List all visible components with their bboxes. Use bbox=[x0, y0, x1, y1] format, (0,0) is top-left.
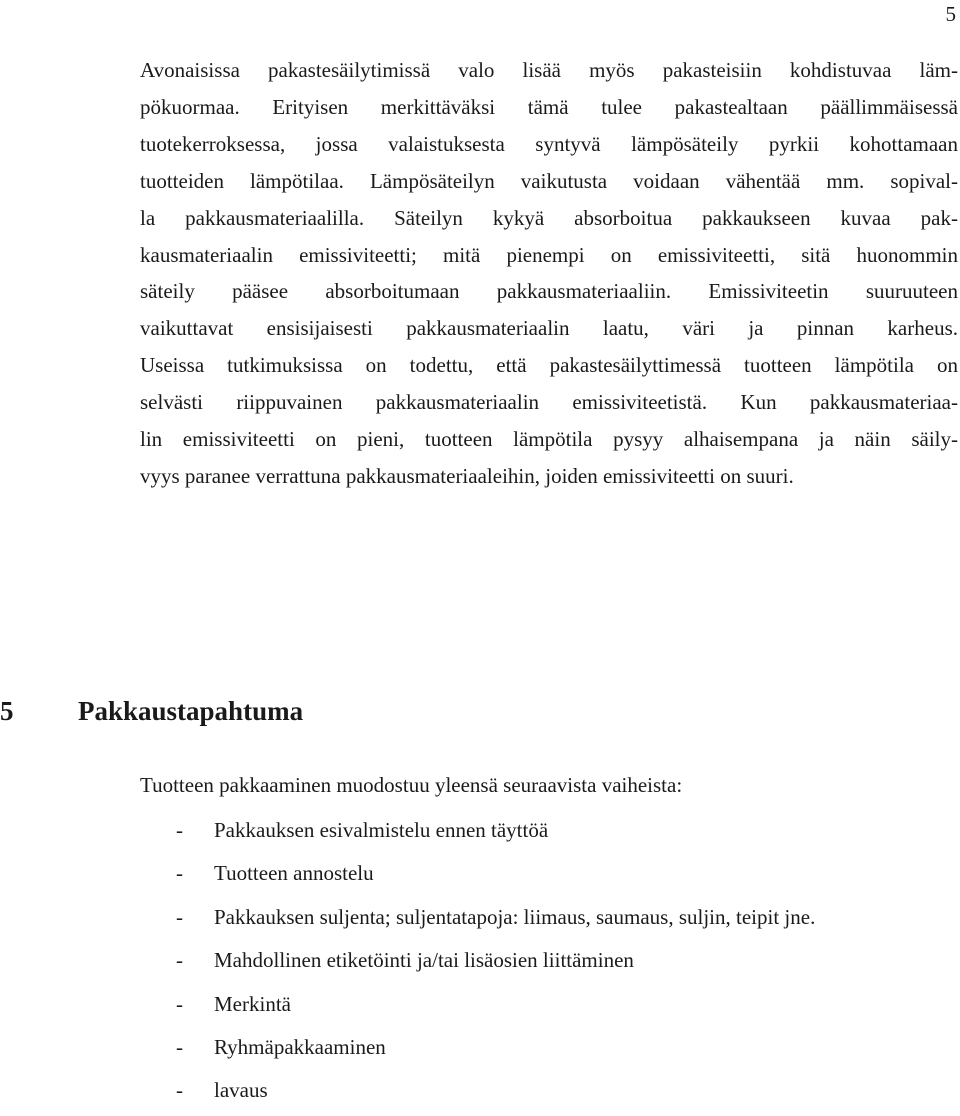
section-intro: Tuotteen pakkaaminen muodostuu yleensä seuraavista vaiheista: bbox=[140, 773, 683, 797]
list-bullet: - bbox=[176, 861, 183, 886]
paragraph-line: tuotekerroksessa, jossa valaistuksesta syntyvä lämpösäteily pyrkii kohottamaan bbox=[140, 131, 958, 156]
paragraph-line: selvästi riippuvainen pakkausmateriaalin emissiviteetistä. Kun pakkausmateriaa- bbox=[140, 390, 958, 415]
list-item-text: lavaus bbox=[214, 1078, 268, 1103]
list-item bbox=[176, 1029, 815, 1072]
list-bullet: - bbox=[176, 991, 183, 1016]
list-bullet: - bbox=[176, 818, 183, 842]
list-item bbox=[176, 1072, 815, 1115]
list-item-text: Mahdollinen etiketöinti ja/tai lisäosien liittäminen bbox=[214, 948, 634, 973]
section-title: Pakkaustapahtuma bbox=[78, 696, 304, 726]
list-bullet: - bbox=[176, 1078, 183, 1103]
paragraph-line: la pakkausmateriaalilla. Säteilyn kykyä absorboitua pakkaukseen kuvaa pak- bbox=[140, 205, 958, 230]
paragraph-line: vaikuttavat ensisijaisesti pakkausmateriaalin laatu, väri ja pinnan karheus. bbox=[140, 316, 958, 341]
list-item bbox=[176, 855, 815, 898]
list-item-text: Merkintä bbox=[214, 991, 291, 1016]
paragraph-line: lin emissiviteetti on pieni, tuotteen lämpötila pysyy alhaisempana ja näin säily- bbox=[140, 427, 958, 452]
section-number: 5 bbox=[0, 696, 14, 726]
list-item bbox=[176, 942, 815, 985]
paragraph-line: Avonaisissa pakastesäilytimissä valo lisää myös pakasteisiin kohdistuvaa läm- bbox=[140, 58, 958, 82]
list-item-text: Ryhmäpakkaaminen bbox=[214, 1034, 386, 1059]
list-bullet: - bbox=[176, 1034, 183, 1059]
list-item-text: Tuotteen annostelu bbox=[214, 861, 374, 886]
paragraph-line: Useissa tutkimuksissa on todettu, että pakastesäilyttimessä tuotteen lämpötila on bbox=[140, 353, 958, 378]
page-number: 5 bbox=[945, 2, 956, 26]
steps-list bbox=[176, 812, 815, 1116]
list-item bbox=[176, 986, 815, 1029]
section-heading bbox=[0, 691, 303, 731]
list-bullet: - bbox=[176, 948, 183, 973]
list-item bbox=[176, 899, 815, 942]
list-item-text: Pakkauksen suljenta; suljentatapoja: liimaus, saumaus, suljin, teipit jne. bbox=[214, 904, 816, 929]
paragraph-line: vyys paranee verrattuna pakkausmateriaaleihin, joiden emissiviteetti on suuri. bbox=[140, 463, 794, 488]
paragraph-line: kausmateriaalin emissiviteetti; mitä pienempi on emissiviteetti, sitä huonommin bbox=[140, 242, 958, 267]
list-item-text: Pakkauksen esivalmistelu ennen täyttöä bbox=[214, 818, 549, 842]
body-paragraph bbox=[140, 52, 958, 495]
list-bullet: - bbox=[176, 904, 183, 929]
paragraph-line: säteily pääsee absorboitumaan pakkausmateriaaliin. Emissiviteetin suuruuteen bbox=[140, 279, 958, 304]
paragraph-line: tuotteiden lämpötilaa. Lämpösäteilyn vaikutusta voidaan vähentää mm. sopival- bbox=[140, 168, 958, 193]
paragraph-line: pökuormaa. Erityisen merkittäväksi tämä tulee pakastealtaan päällimmäisessä bbox=[140, 94, 958, 119]
list-item bbox=[176, 812, 815, 855]
